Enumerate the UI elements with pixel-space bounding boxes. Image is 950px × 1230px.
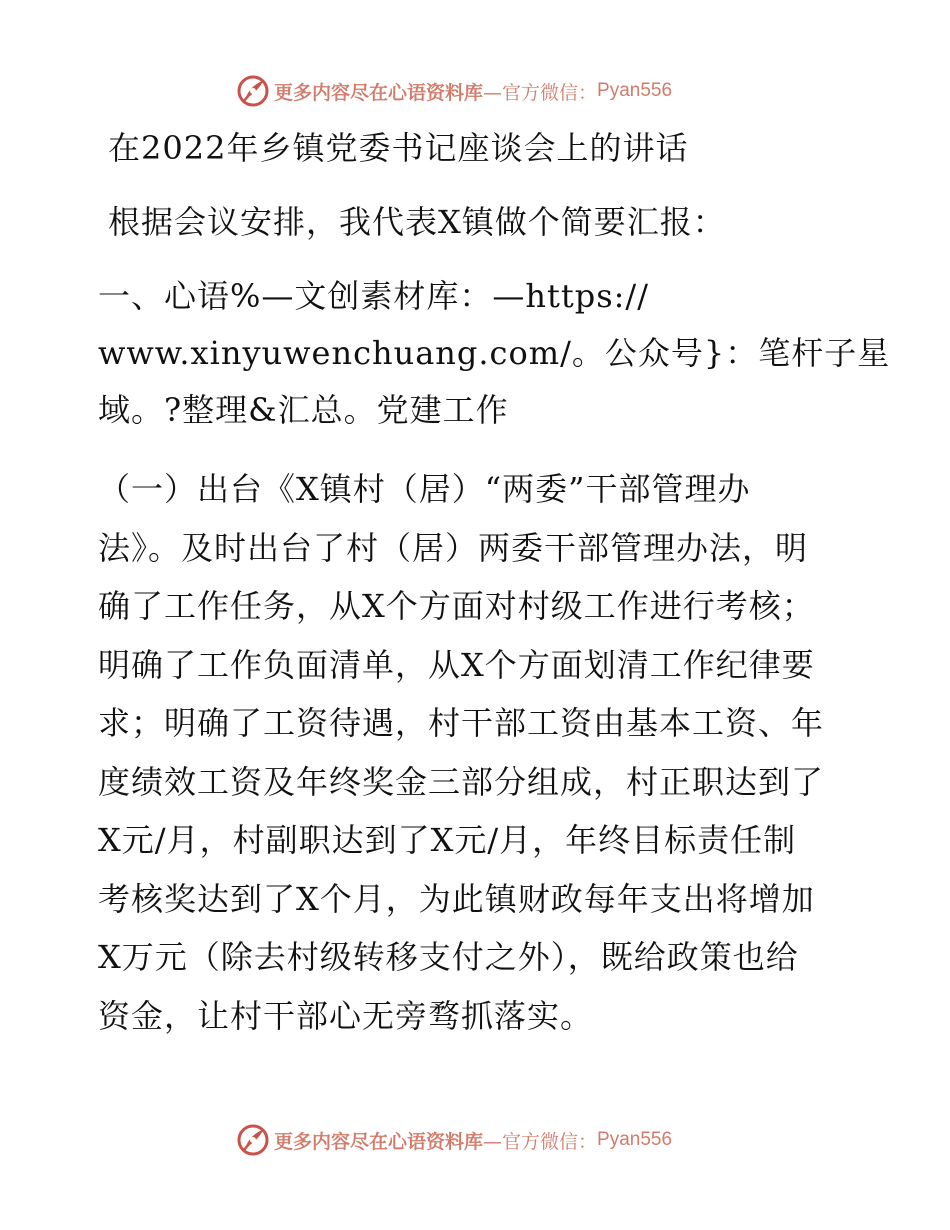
section-heading [98, 268, 891, 439]
watermark-wechat-id: Pyan556 [597, 80, 673, 101]
text-line: www.xinyuwenchuang.com/。公众号}：笔杆子星 [98, 334, 891, 372]
document-title: 在2022年乡镇党委书记座谈会上的讲话 [108, 129, 689, 167]
text-line: 域。?整理&汇总。党建工作 [98, 391, 509, 429]
text-line: 法》。及时出台了村（居）两委干部管理办法，明 [98, 528, 809, 567]
text-line: X万元（除去村级转移支付之外），既给政策也给 [98, 938, 799, 976]
watermark-banner-bottom [236, 1122, 672, 1158]
text-line: 一、心语%—文创素材库：—https:// [98, 277, 649, 315]
watermark-separator: —官方微信： [483, 81, 598, 104]
intro-paragraph: 根据会议安排，我代表X镇做个简要汇报： [108, 203, 726, 241]
text-line: X元/月，村副职达到了X元/月，年终目标责任制 [98, 821, 797, 859]
text-line: 确了工作任务，从X个方面对村级工作进行考核； [98, 587, 815, 625]
quill-logo-icon [236, 1123, 270, 1157]
watermark-text: 更多内容尽在心语资料库 [274, 1130, 484, 1153]
quill-logo-icon [236, 74, 270, 108]
subsection-paragraph [98, 460, 858, 1045]
text-line: 度绩效工资及年终奖金三部分组成，村正职达到了 [98, 762, 825, 801]
watermark-banner-top [236, 73, 672, 109]
text-line: 明确了工作负面清单，从X个方面划清工作纪律要 [98, 645, 815, 684]
text-line: （一）出台《X镇村（居）“两委”干部管理办 [98, 470, 751, 508]
watermark-wechat-id: Pyan556 [597, 1129, 673, 1150]
watermark-separator: —官方微信： [483, 1130, 598, 1153]
text-line: 考核奖达到了X个月，为此镇财政每年支出将增加 [98, 879, 815, 918]
watermark-text: 更多内容尽在心语资料库 [274, 81, 484, 104]
text-line: 求；明确了工资待遇，村干部工资由基本工资、年 [98, 704, 825, 742]
text-line: 资金，让村干部心无旁骛抓落实。 [98, 996, 594, 1035]
